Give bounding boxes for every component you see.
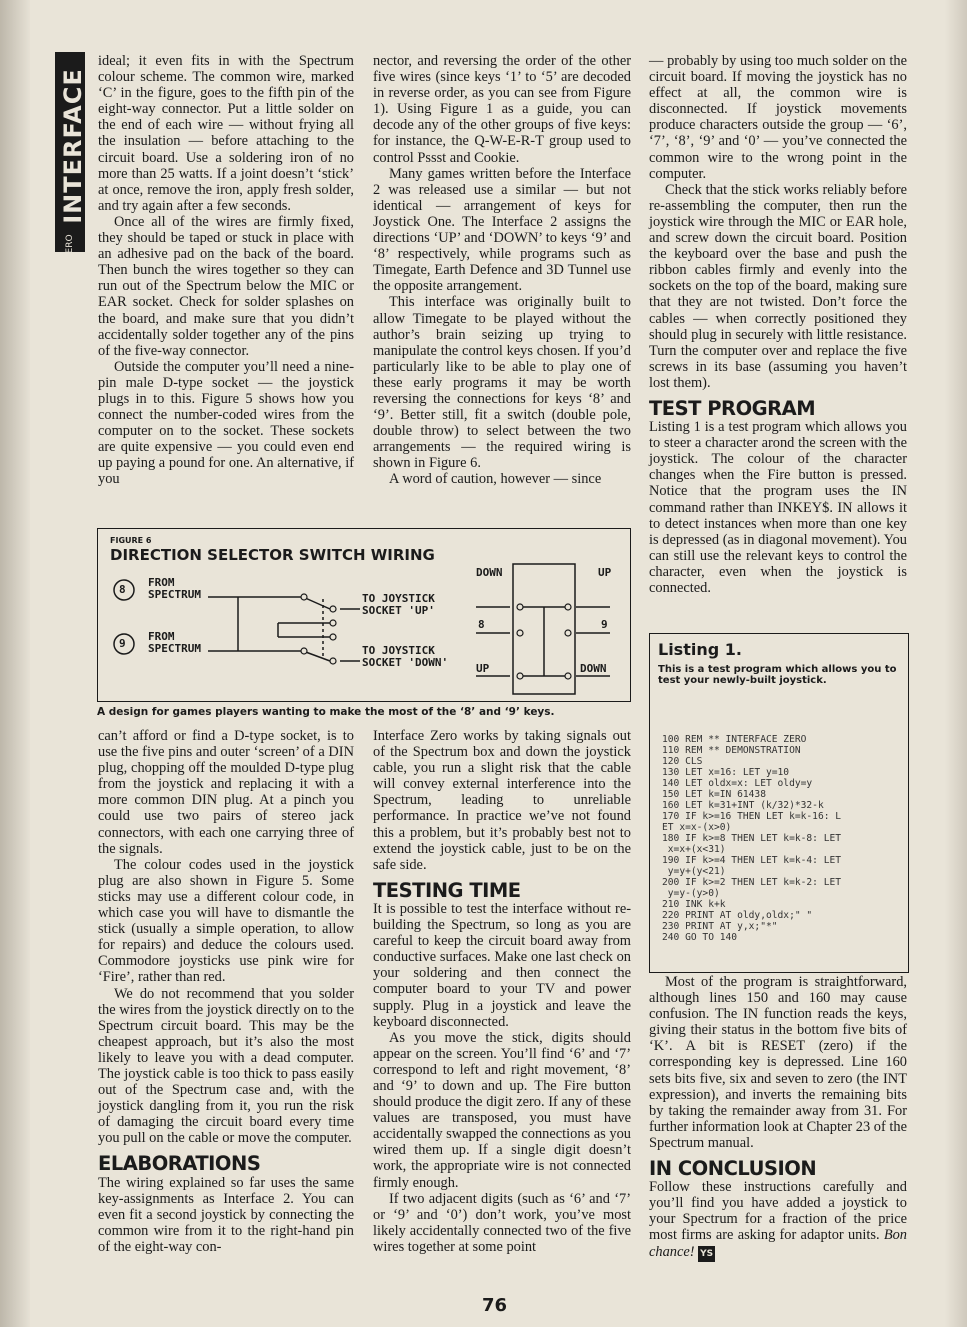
from-spectrum-label: FROM SPECTRUM xyxy=(148,576,201,601)
to-joystick-down-label: TO JOYSTICK SOCKET 'DOWN' xyxy=(362,644,449,669)
paragraph: This interface was originally built to allow Timegate to be played without the author’s brain seizing up trying to manipulate the control keys chosen. If you’d particularly like to be able to play one of these early programs it may be worth reversing the connections for keys ‘8’ and ‘9’. Better still, fit a switch (double pole, double throw) to select between the two arrangements — the required wiring is shown in Figure 6. xyxy=(373,294,631,472)
figure-label: FIGURE 6 xyxy=(110,536,152,545)
column-3-bottom xyxy=(649,974,907,1262)
up-label-2: UP xyxy=(476,662,490,675)
paragraph: Listing 1 is a test program which allows you to steer a character arond the screen with the joystick. The colour of the character changes when the Fire button is pressed. Notice that the program uses the IN command rather than INKEY$. IN allows it to detect instances when more than one key is depressed (as in diagonal movement). You can still use the relevant keys to control the character, even when the joystick is connected. xyxy=(649,419,907,596)
paragraph: Many games written before the Interface 2 was released use a similar — but not identical — arrangement of keys for Joystick One. The Interface 2 assigns the directions ‘UP’ and ‘DOWN’ to keys ‘9’ and ‘8’ respectively, while programs such as Timegate, Earth Defence and 3D Tunnel use the opposite arrangement. xyxy=(373,165,631,295)
to-joystick-up-label: TO JOYSTICK SOCKET 'UP' xyxy=(362,592,435,617)
down-label: DOWN xyxy=(476,566,503,579)
paragraph: Outside the computer you’ll need a nine-pin male D-type socket — the joystick plugs in to this. Figure 5 shows how you connect the number-coded wires from the computer on to the socket. These sockets are quite expensive — you could even end up paying a pound for one. An alternative, if you xyxy=(98,358,354,488)
paragraph: ideal; it even fits in with the Spectrum colour scheme. The common wire, marked ‘C’ in the figure, goes to the fifth pin of the eight-way connector. Put a little solder on the end of each wire — without frying all the insulation — before attaching to the circuit board. Use a soldering iron of no more than 25 watts. If a joint doesn’t ‘stick’ at once, remove the iron, apply fresh solder, and try again after a few seconds. xyxy=(98,53,354,214)
paragraph: If two adjacent digits (such as ‘6’ and ‘7’ or ‘9’ and ‘0’) don’t work, you’ve most likely accidentally connected two of the five wires together at some point xyxy=(373,1190,631,1255)
column-1-bottom xyxy=(98,728,354,1255)
figure-title: DIRECTION SELECTOR SWITCH WIRING xyxy=(110,546,435,564)
paragraph: Check that the stick works reliably before re-assembling the computer, then run the joystick wire through the MIC or EAR hole, and screw down the circuit board. Position the keyboard over the base and push the ribbon cables firmly and evenly into the sockets on the top of the board, making sure that they are not twisted. Don’t force the cables — when correctly positioned they should plug in securely with little resistance. Turn the computer over and replace the five screws in its base (assuming you haven’t lost them). xyxy=(649,181,907,391)
section-heading: TESTING TIME xyxy=(373,878,521,902)
conclusion-text: Follow these instructions carefully and you’ll find you have added a joystick to your Spectrum for a fraction of the price most firms are asking for adaptor units. xyxy=(649,1179,907,1244)
paragraph: Interface Zero works by taking signals out of the Spectrum box and down the joystick cable, you run a slight risk that the cable will convey external interference into the Spectrum, leading to unreliable performance. In practice we’ve not found this a problem, but it’s probably best not to extend the joystick cable, just to be on the safe side. xyxy=(373,728,631,873)
figure-6 xyxy=(97,528,631,702)
pin-8-number: 8 xyxy=(119,583,126,596)
column-1-top xyxy=(98,53,354,488)
paragraph: It is possible to test the interface without re-building the Spectrum, so long as you are careful to keep the circuit board away from conductive surfaces. Make one last check on your soldering and then connect the computer board to your TV and power supply. Plug in a joystick and leave the keyboard disconnected. xyxy=(373,900,631,1030)
column-2-top xyxy=(373,53,631,488)
column-2-bottom xyxy=(373,728,631,1255)
section-heading: IN CONCLUSION xyxy=(649,1157,817,1181)
listing-code: 100 REM ** INTERFACE ZERO 110 REM ** DEMONSTRATION 120 CLS 130 LET x=16: LET y=10 140 LET oldx=x: LET oldy=y 150 LET k=IN 61438 160 LET k=31+INT (k/32)*32-k 170 IF k>=16 THEN LET k=k-16: L ET x=x-(x>0) 180 IF k>=8 THEN LET k=k-8: LET x=x+(x<31) 190 IF k>=4 THEN LET k=k-4: LET y=y+(y<21) 200 IF k>=2 THEN LET k=k-2: LET y=y-(y>0) 210 INK k+k 220 PRINT AT oldy,oldx;" " 230 PRINT AT y,x;"*" 240 GO TO 140 xyxy=(662,734,842,943)
eight-label: 8 xyxy=(478,618,485,631)
paragraph: Most of the program is straightforward, although lines 150 and 160 may cause confusion. The IN function reads the keys, giving their status in the bottom five bits of ‘K’. A bit is RESET (zero) if the corresponding key is depressed. Line 160 sets bits five, six and seven to zero (the INT expression), and inverts the remaining bits by taking the remainder away from 31. For further information look at Chapter 23 of the Spectrum manual. xyxy=(649,974,907,1151)
paragraph: nector, and reversing the order of the other five wires (since keys ‘1’ to ‘5’ are decoded in reverse order, as you can see from Figure 1). Using Figure 1 as a guide, you can decode any of the other groups of five keys: for instance, the Q-W-E-R-T group used to control Pssst and Cookie. xyxy=(373,53,631,166)
section-heading: TEST PROGRAM xyxy=(649,396,816,420)
switch-lines xyxy=(208,564,610,694)
paragraph: A word of caution, however — since xyxy=(389,471,602,488)
listing-title: Listing 1. xyxy=(658,640,742,659)
paragraph: The wiring explained so far uses the same key-assignments as Interface 2. You can even fit a second joystick by connecting the common wire from it to the right-hand pin of the eight-way con- xyxy=(98,1174,354,1255)
interface-zero-logo: INTERFACE ZERO xyxy=(55,52,85,252)
paragraph: The colour codes used in the joystick plug are also shown in Figure 5. Some sticks may use a different colour code, in which case you will have to dismantle the stick (usually a simple operation, to allow for repairs) and deduce the colours used. Commodore joysticks use pink wire for ‘Fire’, rather than red. xyxy=(98,856,354,986)
listing-1-box xyxy=(649,633,909,973)
from-spectrum-label: FROM SPECTRUM xyxy=(148,630,201,655)
page-edge xyxy=(945,0,967,1327)
paragraph: — probably by using too much solder on the circuit board. If moving the joystick has no effect at all, the common wire is disconnected. If joystick movements produce characters outside the group — ‘6’, ‘7’, ‘8’, ‘9’ and ‘0’ — you’ve connected the common wire to the wrong point in the computer. xyxy=(649,53,907,182)
section-heading: ELABORATIONS xyxy=(98,1152,261,1176)
figure-caption: A design for games players wanting to make the most of the ‘8’ and ‘9’ keys. xyxy=(97,706,555,718)
column-3-top xyxy=(649,53,907,596)
page-spine xyxy=(0,0,30,1327)
paragraph xyxy=(649,1179,907,1261)
down-label-2: DOWN xyxy=(580,662,607,675)
page-number: 76 xyxy=(482,1295,508,1316)
paragraph: Once all of the wires are firmly fixed, they should be taped or stuck in place with an adhesive pad on the back of the board. Then bunch the wires together so they can run out of the Spectrum below the MIC or EAR socket. Check for solder splashes on the board, and make sure that you didn’t accidentally solder together any of the pins of the five-way connector. xyxy=(98,213,354,359)
signoff: Bon chance! xyxy=(649,1227,907,1260)
nine-label: 9 xyxy=(601,618,608,631)
up-label: UP xyxy=(598,566,612,579)
paragraph: As you move the stick, digits should appear on the screen. You’ll find ‘6’ and ‘7’ correspond to left and right movement, ‘8’ and ‘9’ to down and up. The Fire button should produce the digit zero. If any of these values are transposed, you must have accidentally swapped the connections as you wired them up. If a single digit doesn’t work, the appropriate wire is not connected firmly enough. xyxy=(373,1029,631,1191)
paragraph: can’t afford or find a D-type socket, is to use the five pins and outer ‘screen’ of a DIN plug, chopping off the moulded D-type plug from the joystick and replacing it with a more common DIN plug. At a pinch you could use two pairs of stereo jack connectors, with each one carrying three of the signals. xyxy=(98,728,354,857)
pin-9-number: 9 xyxy=(119,637,126,650)
ys-badge: YS xyxy=(698,1246,715,1262)
paragraph: We do not recommend that you solder the wires from the joystick directly on to the Spectrum circuit board. This may be the cheapest approach, but it’s also the most likely to leave you with a dead computer. The joystick cable is too thick to pass easily out of the Spectrum case and, with the joystick dangling from it, you run the risk of damaging the circuit board every time you pull on the cable or move the computer. xyxy=(98,985,354,1147)
listing-subtitle: This is a test program which allows you to test your newly-built joystick. xyxy=(658,664,897,686)
